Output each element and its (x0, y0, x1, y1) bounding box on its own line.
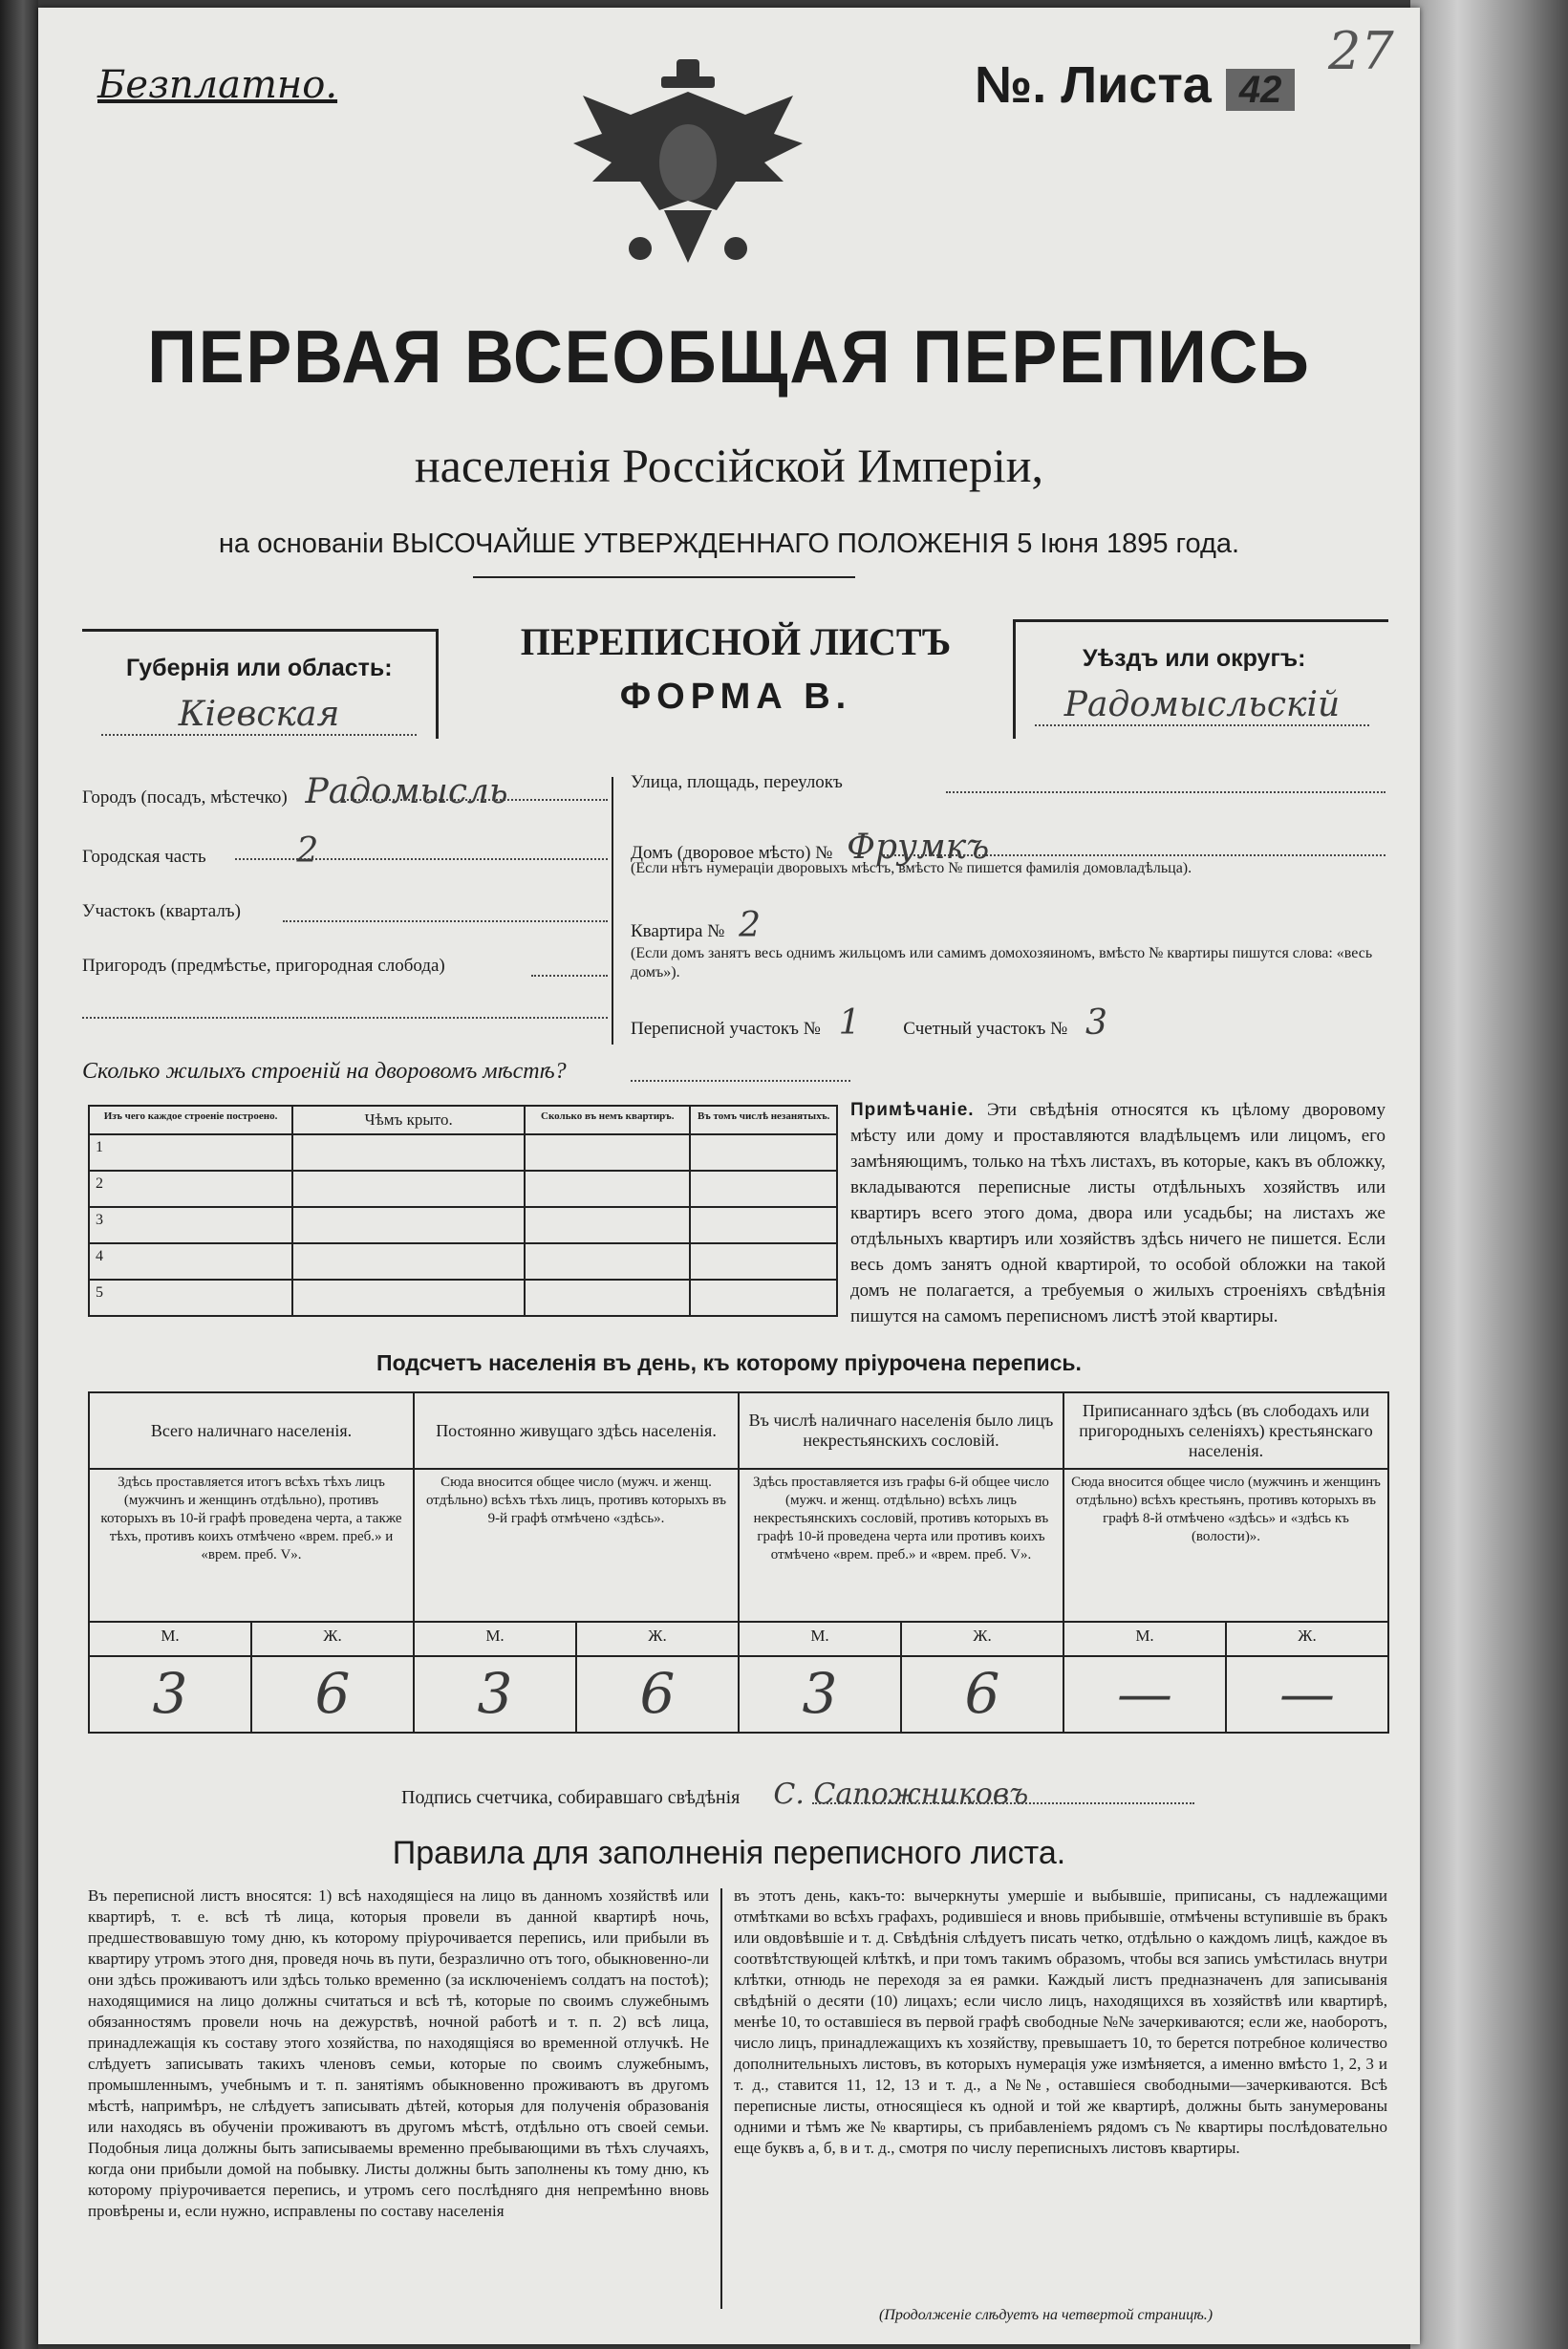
rules-right-column: въ этотъ день, какъ-то: вычеркнуты умершіе и выбывшіе, приписаны, съ надлежащими отмѣтками во всѣхъ графахъ, родившіеся и вновь прибывшіе, отмѣчены вступившіе въ бракъ или овдовѣвшіе и т. д. Свѣдѣнія слѣдуетъ писать четко, отдѣльно о каждомъ лицѣ, каждое въ соотвѣтствующей клѣткѣ, и при томъ такимъ образомъ, чтобы вся запись умѣстилась внутри клѣтки, отнюдь не переходя за ея рамки. Каждый листъ предназначенъ для записыванія свѣдѣній о десяти (10) лицахъ; если число лицъ, находящихся въ хозяйствѣ или квартирѣ, менѣе 10, то оставшіеся въ первой графѣ свободные №№ зачеркиваются; если же, наоборотъ, число лицъ, принадлежащихъ къ хозяйству, превышаетъ 10, то берется потребное количество дополнительныхъ листовъ, въ которыхъ нумерація уже измѣняется, а именно вмѣсто 1, 2, 3 и т. д., ставится 11, 12, 13 и т. д., а №№, оставшіеся свободными—зачеркиваются. Всѣ переписные листы, относящіеся къ одной и той же квартирѣ, должны быть занумерованы одними и тѣмъ же № квартиры, съ прибавленіемъ рядомъ съ № квартиры послѣдовательно еще буквъ а, б, в и т. д., смотря по числу переписныхъ листовъ квартиры. (734, 1886, 1387, 2157)
form-variant: ФОРМА В. (619, 677, 852, 717)
sheet-number-value: 42 (1226, 69, 1296, 111)
town-value: Радомысль (305, 772, 508, 811)
rules-divider (720, 1888, 722, 2309)
total-female: 6 (251, 1656, 414, 1733)
district-label: Уѣздъ или округъ: (1083, 645, 1306, 672)
note-block (850, 1097, 1385, 1329)
count-head-total: Всего наличнаго населенія. (89, 1392, 414, 1469)
district-value: Радомысльскій (1035, 685, 1369, 726)
page-corner-number: 27 (1328, 21, 1394, 81)
quarter-row (82, 901, 608, 922)
rules-title: Правила для заполненія переписного листа. (392, 1835, 1066, 1871)
count-district-label: Счетный участокъ № (903, 1019, 1068, 1039)
suburb-row (82, 956, 608, 977)
rules-left-column: Въ переписной листъ вносятся: 1) всѣ находящіеся на лицо въ данномъ хозяйствѣ или квартирѣ, т. е. всѣ тѣ лица, которыя провели въ данной квартирѣ ночь, предшествовавшую тому дню, къ которому пріурочивается перепись, или прибыли въ квартиру утромъ этого дня, проведя ночь въ пути, безразлично отъ того, обыкновенно-ли они здѣсь проживаютъ или здѣсь только временно (за исключеніемъ солдатъ на постоѣ); находящимися на лицо должны считаться и всѣ тѣ, которые по своимъ служебнымъ обязанностямъ провели ночь на дежурствѣ, ночной работѣ и т. п. 2) всѣ лица, принадлежащія къ составу этого хозяйства, по находящіяся во временной отлучкѣ. Не слѣдуетъ записывать такихъ членовъ семьи, которые по своимъ служебнымъ, промышленнымъ, учебнымъ и т. п. занятіямъ обыкновенно проживаютъ въ другомъ мѣстѣ, напримѣръ, не слѣдуетъ записывать дѣтей, которыя для полученія образованія или находясь въ обученіи проживаютъ въ другомъ мѣстѣ, отдѣльно отъ своей семьи. Подобныя лица должны быть записываемы временно пребывающими въ тѣхъ случаяхъ, когда они прибыли домой на побывку. Листы должны быть заполнены къ тому дню, къ которому пріурочивается перепись, и утромъ сего послѣдняго дня непремѣнно вновь провѣрены и, если нужно, исправлены по составу населенія (88, 1886, 709, 2220)
street-row (631, 772, 1385, 793)
buildings-row: 4 (89, 1243, 837, 1280)
street-label: Улица, площадь, переулокъ (631, 772, 843, 792)
count-head-permanent: Постоянно живущаго здѣсь населенія. (414, 1392, 739, 1469)
buildings-header-material: Изъ чего каждое строеніе построено. (89, 1106, 292, 1134)
census-title: ПЕРВАЯ ВСЕОБЩАЯ ПЕРЕПИСЬ (147, 314, 1311, 399)
house-note: (Если нѣтъ нумераціи дворовыхъ мѣстъ, вмѣсто № пишется фамилія домовладѣльца). (631, 860, 1192, 876)
town-label: Городъ (посадъ, мѣстечко) (82, 787, 288, 808)
double-headed-eagle-emblem (573, 57, 803, 277)
peasant-female: — (1226, 1656, 1388, 1733)
count-desc-nonpeasant: Здѣсь проставляется изъ графы 6-й общее число (мужч. и женщ. отдѣльно) всѣхъ лицъ некрестьянскихъ сословій, противъ которыхъ въ графѣ 10-й проведена черта или противъ коихъ отмѣчено «врем. преб.» и «врем. преб. V». (739, 1469, 1063, 1622)
apartment-label: Квартира № (631, 921, 725, 941)
rules-continued: (Продолженіе слѣдуетъ на четвертой страницѣ.) (879, 2307, 1214, 2323)
buildings-row: 2 (89, 1171, 837, 1207)
legal-basis: на основаніи ВЫСОЧАЙШЕ УТВЕРЖДЕННАГО ПОЛОЖЕНІЯ 5 Іюня 1895 года. (218, 528, 1240, 559)
house-value: Фрумкъ (847, 828, 990, 867)
province-label: Губернія или область: (126, 655, 393, 681)
count-title: Подсчетъ населенія въ день, къ которому пріурочена перепись. (376, 1350, 1082, 1375)
province-value: Кіевская (101, 695, 417, 736)
province-box (82, 629, 439, 739)
suburb-label: Пригородъ (предмѣстье, пригородная слобода) (82, 956, 445, 976)
address-divider (612, 777, 613, 1045)
apartment-note: (Если домъ занятъ весь однимъ жильцомъ или самимъ домохозяиномъ, вмѣсто № квартиры пишутся слова: «весь домъ»). (631, 945, 1373, 981)
buildings-header-vacant: Въ томъ числѣ незанятыхъ. (690, 1106, 837, 1134)
districts-row (631, 1003, 1385, 1043)
signature-row (401, 1778, 1028, 1811)
book-binding (0, 0, 38, 2349)
buildings-row: 3 (89, 1207, 837, 1243)
count-desc-permanent: Сюда вносится общее число (мужч. и женщ. отдѣльно) всѣхъ тѣхъ лицъ, противъ которыхъ въ 9-й графѣ отмѣчено «здѣсь». (414, 1469, 739, 1622)
count-values-row (89, 1656, 1388, 1733)
nonpeasant-female: 6 (901, 1656, 1063, 1733)
district-box (1013, 619, 1388, 739)
town-row (82, 772, 608, 811)
census-district-label: Переписной участокъ № (631, 1019, 821, 1039)
quarter-label: Участокъ (кварталъ) (82, 901, 241, 921)
gratis-label: Безплатно. (97, 63, 338, 107)
title-rule (473, 576, 855, 578)
peasant-male: — (1063, 1656, 1226, 1733)
census-sheet (38, 8, 1420, 2344)
buildings-header-roof: Чѣмъ крыто. (292, 1106, 525, 1134)
city-part-row (82, 831, 608, 871)
count-district-value: 3 (1085, 1003, 1107, 1043)
count-sex-row: М. Ж. М. Ж. М. Ж. М. Ж. (89, 1622, 1388, 1656)
count-head-nonpeasant: Въ числѣ наличнаго населенія было лицъ некрестьянскихъ сословій. (739, 1392, 1063, 1469)
city-part-label: Городская часть (82, 847, 206, 867)
count-desc-peasant: Сюда вносится общее число (мужчинъ и женщинъ отдѣльно) всѣхъ крестьянъ, противъ которыхъ въ графѣ 8-й отмѣчено «здѣсь» и «здѣсь къ (волости)». (1063, 1469, 1388, 1622)
count-desc-total: Здѣсь проставляется итогъ всѣхъ тѣхъ лицъ (мужчинъ и женщинъ отдѣльно), противъ которыхъ въ 10-й графѣ проведена черта, а также тѣхъ, противъ коихъ отмѣчено «врем. преб.» и «врем. преб. V». (89, 1469, 414, 1622)
buildings-row: 1 (89, 1134, 837, 1171)
permanent-male: 3 (414, 1656, 576, 1733)
signature-value: С. Сапожниковъ (773, 1778, 1029, 1811)
buildings-row: 5 (89, 1280, 837, 1316)
count-head-peasant: Приписаннаго здѣсь (въ слободахъ или пригородныхъ селеніяхъ) крестьянскаго населенія. (1063, 1392, 1388, 1469)
census-district-value: 1 (838, 1003, 861, 1043)
form-name: ПЕРЕПИСНОЙ ЛИСТЪ (520, 620, 952, 663)
apartment-value: 2 (739, 906, 762, 945)
sheet-number-label (975, 55, 1295, 115)
count-table (88, 1391, 1389, 1734)
buildings-question: Сколько жилыхъ строеній на дворовомъ мѣстѣ? (82, 1059, 567, 1084)
buildings-table (88, 1105, 838, 1317)
nonpeasant-male: 3 (739, 1656, 901, 1733)
buildings-header-apartments: Сколько въ немъ квартиръ. (525, 1106, 690, 1134)
sheet-number-caption: №. Листа (975, 56, 1212, 114)
total-male: 3 (89, 1656, 251, 1733)
count-desc-row (89, 1469, 1388, 1622)
note-text: Эти свѣдѣнія относятся къ цѣлому дворовому мѣсту или дому и проставляются владѣльцемъ или лицомъ, его замѣняющимъ, только на тѣхъ листахъ, въ которые, какъ въ обложку, вкладываются переписные листы отдѣльныхъ хозяйствъ или квартиръ всего этого дома, двора или усадьбы; на листахъ же отдѣльныхъ квартиръ или хозяйствъ здѣсь ничего не пишется. Если весь домъ занятъ одной квартирой, то особой обложки на такой домъ не полагается, а требуемыя о жилыхъ строеніяхъ свѣдѣнія пишутся на самомъ переписномъ листѣ этой квартиры. (850, 1100, 1385, 1326)
permanent-female: 6 (576, 1656, 739, 1733)
signature-label: Подпись счетчика, собиравшаго свѣдѣнія (401, 1787, 741, 1808)
count-head-row (89, 1392, 1388, 1469)
census-subtitle: населенія Россійской Имперіи, (414, 439, 1044, 492)
note-label: Примѣчаніе. (850, 1100, 975, 1120)
apartment-row (631, 906, 1385, 945)
buildings-header-row (89, 1106, 837, 1134)
page-stack-edge (1410, 0, 1568, 2349)
city-part-value: 2 (296, 831, 319, 871)
house-label: Домъ (дворовое мѣсто) № (631, 843, 833, 863)
